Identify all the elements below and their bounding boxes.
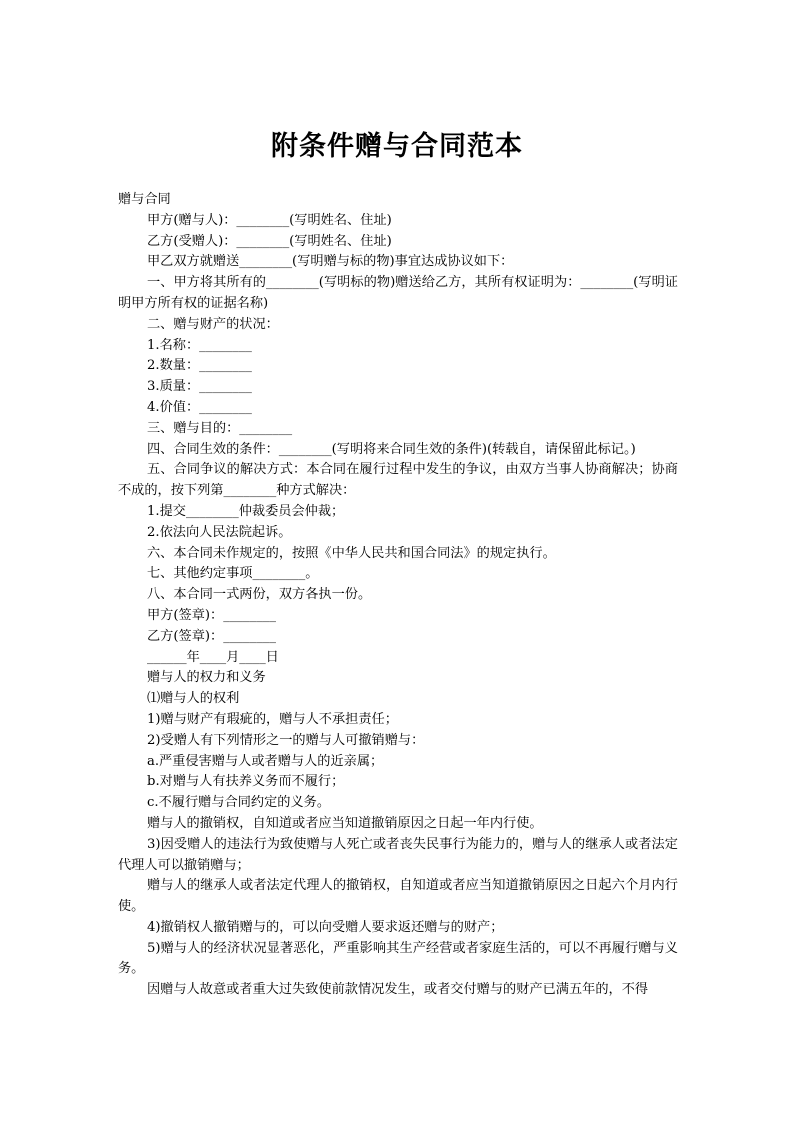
clause-2: 二、赠与财产的状况：: [147, 316, 279, 332]
dispute-option-1: 1.提交________仲裁委员会仲裁；: [147, 503, 345, 519]
document-body: [118, 190, 678, 1001]
property-value: 4.价值：________: [147, 399, 252, 415]
property-name: 1.名称：________: [147, 337, 252, 353]
right-item-1: 1)赠与财产有瑕疵的，赠与人不承担责任；: [147, 711, 398, 727]
clause-1: 一、甲方将其所有的________(写明标的物)赠送给乙方，其所有权证明为：________(写明证明甲方所有权的证据名称): [118, 275, 678, 311]
donor-rights-subheading: ⑴赠与人的权利: [147, 691, 240, 707]
section-heading: 赠与合同: [118, 192, 171, 207]
party-a-line: 甲方(赠与人)：________(写明姓名、住址): [147, 212, 392, 228]
signing-date: ______年____月____日: [147, 649, 279, 665]
property-quantity: 2.数量：________: [147, 358, 252, 374]
right-item-3: 3)因受赠人的违法行为致使赠与人死亡或者丧失民事行为能力的，赠与人的继承人或者法定代理人可以撤销赠与；: [118, 836, 678, 873]
right-item-2: 2)受赠人有下列情形之一的赠与人可撤销赠与：: [147, 732, 425, 748]
heir-revocation-period: 赠与人的继承人或者法定代理人的撤销权，自知道或者应当知道撤销原因之日起六个月内行使。: [118, 878, 678, 915]
right-item-4: 4)撤销权人撤销赠与的，可以向受赠人要求返还赠与的财产；: [147, 919, 504, 935]
final-paragraph: 因赠与人故意或者重大过失致使前款情况发生，或者交付赠与的财产已满五年的，不得: [147, 982, 649, 998]
donor-rights-heading: 赠与人的权力和义务: [147, 670, 266, 686]
clause-7: 七、其他约定事项________。: [147, 566, 319, 582]
clause-8: 八、本合同一式两份，双方各执一份。: [147, 587, 372, 603]
right-item-2c: c.不履行赠与合同约定的义务。: [147, 795, 331, 811]
right-item-2b: b.对赠与人有扶养义务而不履行；: [147, 774, 345, 790]
party-b-line: 乙方(受赠人)：________(写明姓名、住址): [147, 233, 392, 249]
clause-4: 四、合同生效的条件：________(写明将来合同生效的条件)(转载自，请保留此标记。): [147, 441, 636, 457]
party-b-signature: 乙方(签章)：________: [147, 628, 276, 644]
revocation-period: 赠与人的撤销权，自知道或者应当知道撤销原因之日起一年内行使。: [147, 815, 543, 831]
property-quality: 3.质量：________: [147, 379, 252, 395]
party-a-signature: 甲方(签章)：________: [147, 607, 276, 623]
clause-6: 六、本合同未作规定的，按照《中华人民共和国合同法》的规定执行。: [147, 545, 556, 561]
dispute-option-2: 2.依法向人民法院起诉。: [147, 524, 292, 540]
right-item-5: 5)赠与人的经济状况显著恶化，严重影响其生产经营或者家庭生活的，可以不再履行赠与义务。: [118, 940, 678, 977]
agreement-intro: 甲乙双方就赠送________(写明赠与标的物)事宜达成协议如下：: [147, 254, 514, 270]
document-title: 附条件赠与合同范本: [271, 131, 523, 162]
clause-5: 五、合同争议的解决方式：本合同在履行过程中发生的争议，由双方当事人协商解决；协商不成的，按下列第________种方式解决：: [118, 462, 678, 499]
right-item-2a: a.严重侵害赠与人或者赠与人的近亲属；: [147, 753, 384, 769]
clause-3: 三、赠与目的：________: [147, 420, 293, 436]
